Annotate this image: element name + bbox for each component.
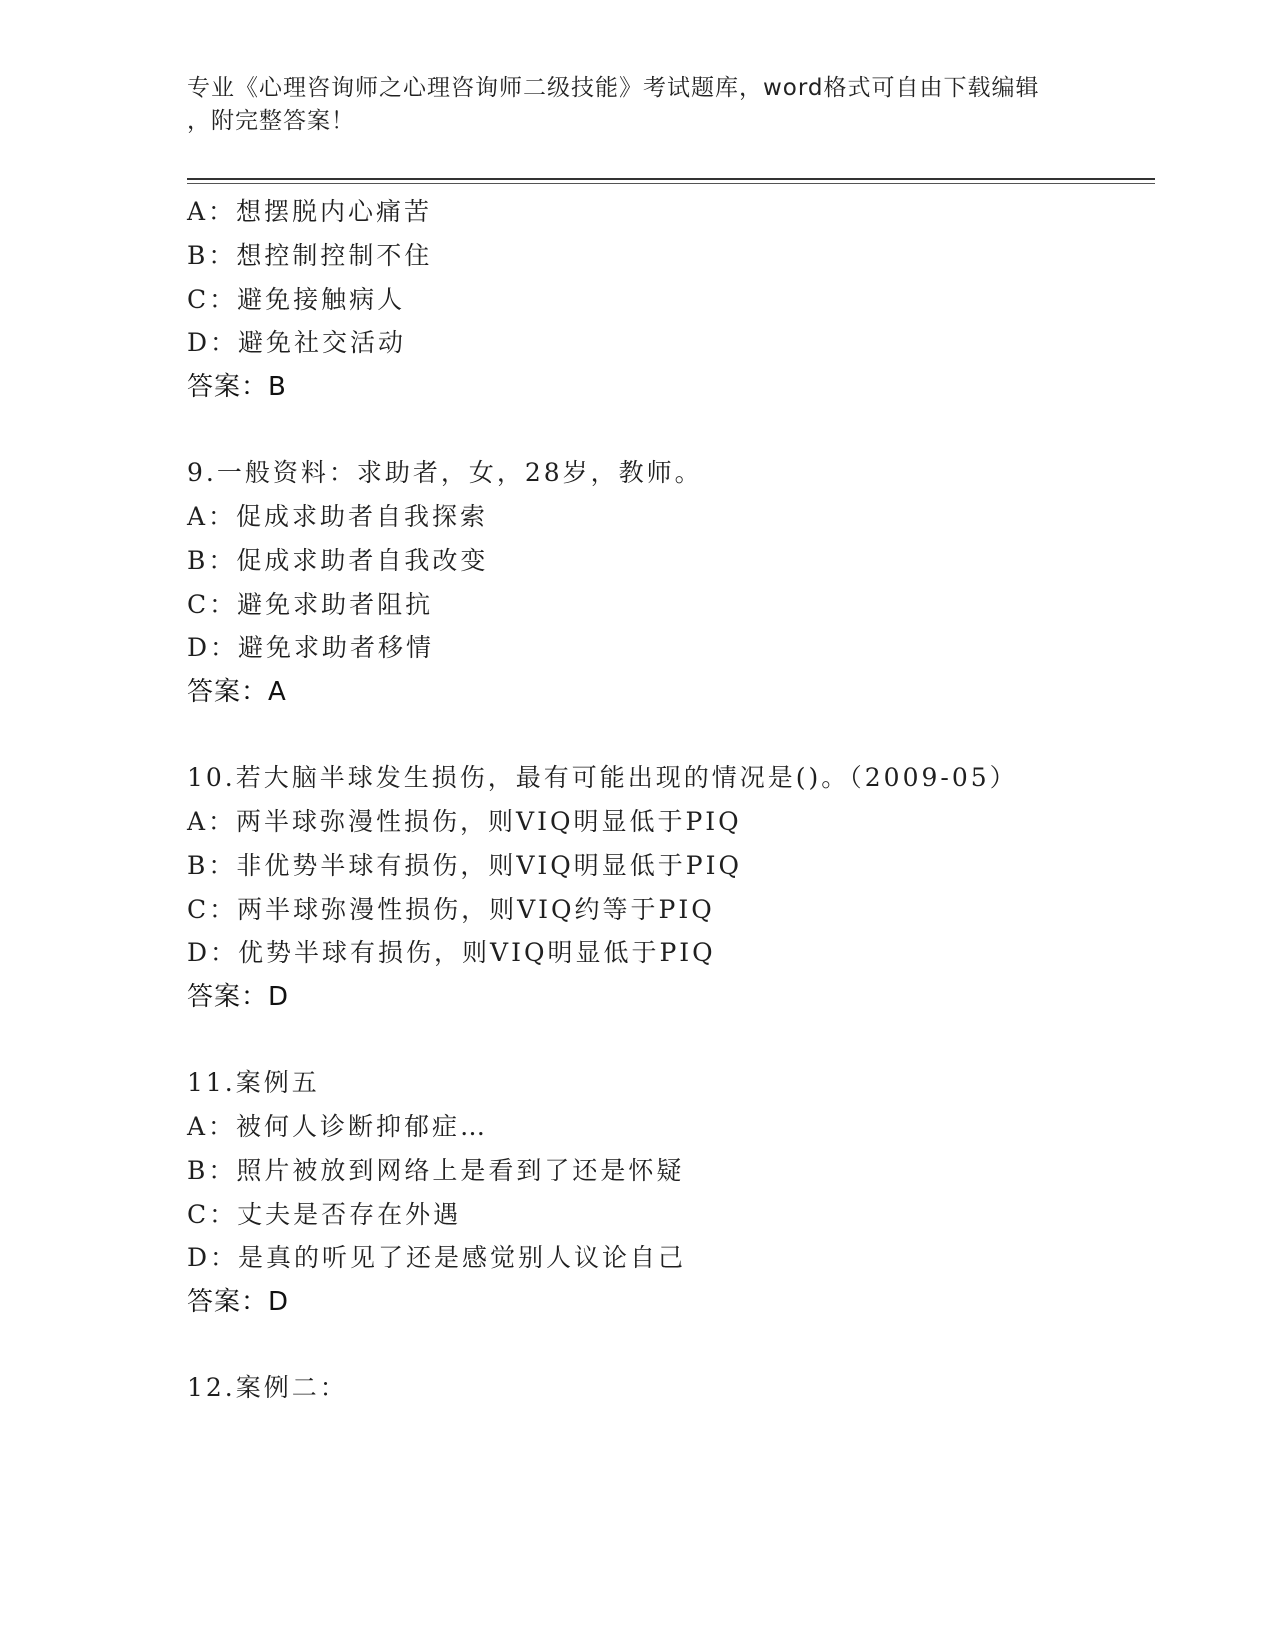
q10-option-d: D：优势半球有损伤，则VIQ明显低于PIQ bbox=[187, 938, 716, 967]
q8-option-d: D：避免社交活动 bbox=[187, 328, 407, 357]
q11-answer: 答案：D bbox=[187, 1287, 290, 1317]
q9-answer: 答案：A bbox=[187, 677, 287, 707]
q10-option-a: A：两半球弥漫性损伤，则VIQ明显低于PIQ bbox=[187, 807, 742, 836]
q11-stem: 11.案例五 bbox=[187, 1068, 320, 1097]
header-divider-thick bbox=[187, 178, 1155, 180]
q9-option-a: A：促成求助者自我探索 bbox=[187, 502, 489, 531]
q9-option-d: D：避免求助者移情 bbox=[187, 633, 435, 662]
q11-option-c: C：丈夫是否存在外遇 bbox=[187, 1200, 462, 1229]
q10-stem: 10.若大脑半球发生损伤，最有可能出现的情况是()。（2009-05） bbox=[187, 763, 1018, 792]
q12-stem: 12.案例二： bbox=[187, 1373, 348, 1402]
q11-option-a: A：被何人诊断抑郁症… bbox=[187, 1112, 489, 1141]
header-divider-thin bbox=[187, 183, 1155, 184]
header-line-2: ，附完整答案！ bbox=[187, 108, 355, 134]
q10-answer: 答案：D bbox=[187, 982, 290, 1012]
q9-stem: 9.一般资料：求助者，女，28岁，教师。 bbox=[187, 458, 703, 487]
q10-option-c: C：两半球弥漫性损伤，则VIQ约等于PIQ bbox=[187, 895, 715, 924]
q11-option-d: D：是真的听见了还是感觉别人议论自己 bbox=[187, 1243, 687, 1272]
q8-option-a: A：想摆脱内心痛苦 bbox=[187, 197, 433, 226]
header-line-1: 专业《心理咨询师之心理咨询师二级技能》考试题库，word格式可自由下载编辑 bbox=[187, 75, 1040, 101]
q11-option-b: B：照片被放到网络上是看到了还是怀疑 bbox=[187, 1156, 685, 1185]
q8-answer: 答案：B bbox=[187, 372, 287, 402]
q8-option-c: C：避免接触病人 bbox=[187, 285, 406, 314]
q10-option-b: B：非优势半球有损伤，则VIQ明显低于PIQ bbox=[187, 851, 742, 880]
q9-option-c: C：避免求助者阻抗 bbox=[187, 590, 434, 619]
document-header bbox=[187, 72, 1087, 138]
q8-option-b: B：想控制控制不住 bbox=[187, 241, 433, 270]
q9-option-b: B：促成求助者自我改变 bbox=[187, 546, 489, 575]
